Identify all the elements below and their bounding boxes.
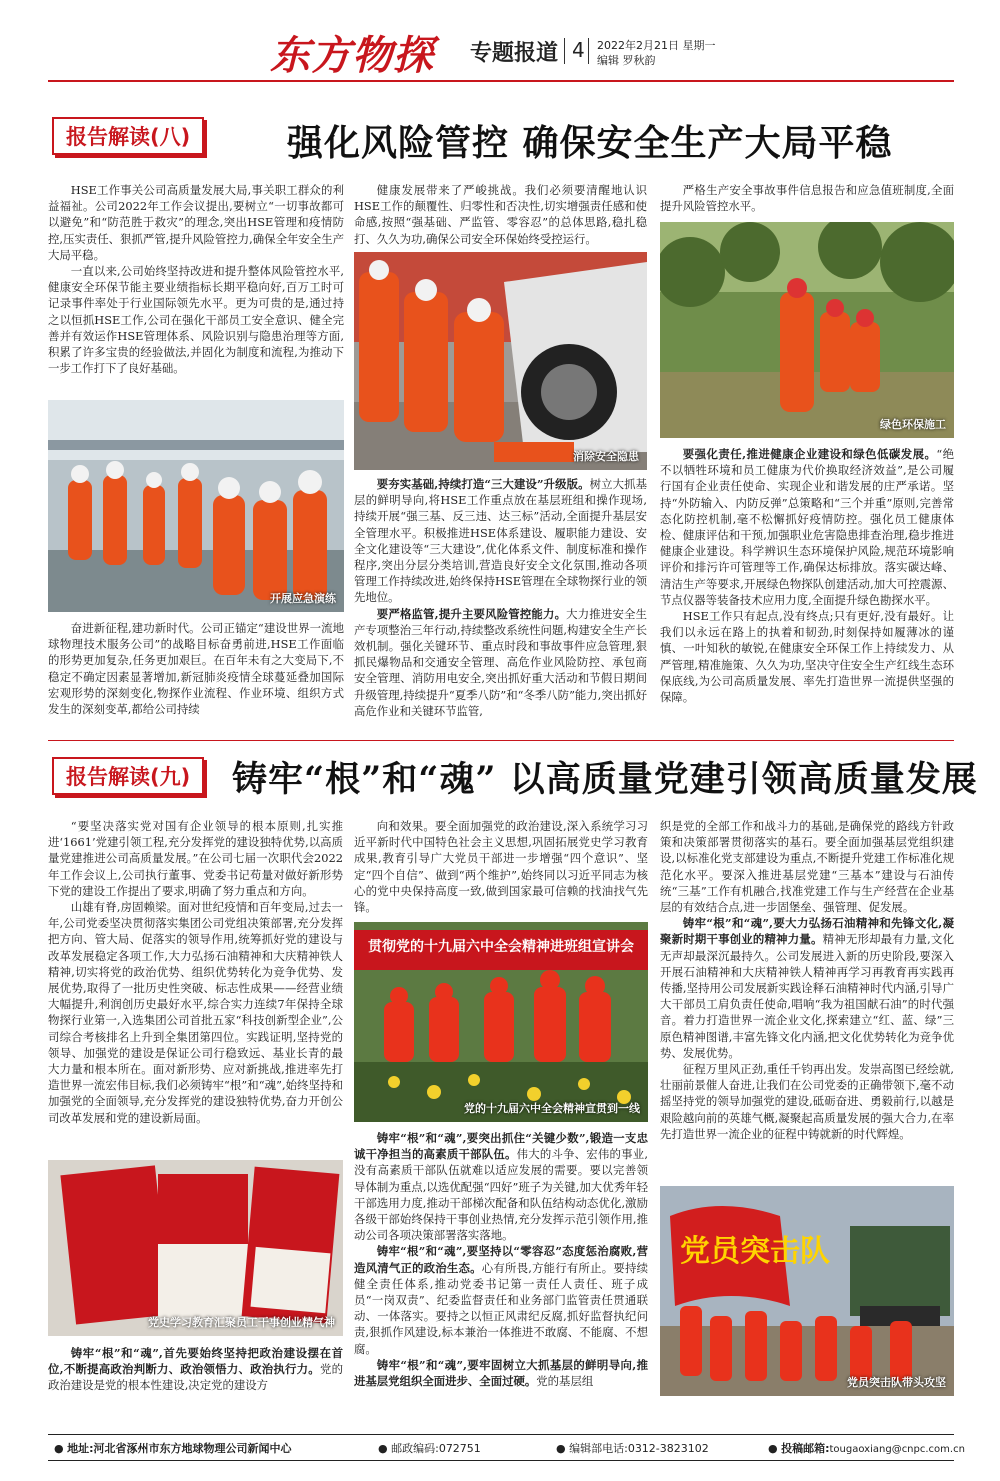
issue-info [597,38,716,68]
paragraph-text: HSE工作只有起点,没有终点;只有更好,没有最好。让我们以永远在路上的执着和韧劲,时刻保持如履薄冰的谨慎、一叶知秋的敏锐,在健康安全环保工作上持续发力、从严管理,精准施策、久久为功,坚决守住安全生产红线生态环保底线,为公司高质量发展、率先打造世界一流提供坚强的保障。 [660,609,954,705]
article2-col2-top [354,818,648,915]
footer-address: ● 地址:河北省涿州市东方地球物理公司新闻中心 [54,1442,292,1455]
paragraph [660,1061,954,1142]
page-number: 4 [572,38,585,62]
article2-col3 [660,818,954,1142]
photo-emergency-drill [48,400,344,612]
footer-rule [48,1434,954,1435]
paragraph-lead: 要严格监管,提升主要风险管控能力。 [376,606,567,621]
editor: 编辑 罗秋韵 [597,54,656,67]
footer-rule [48,1460,954,1461]
article1-col1-top [48,182,344,376]
photo-caption: 绿色环保施工 [880,418,946,431]
article2-col2-bottom [354,1130,648,1389]
paragraph [354,1243,648,1356]
paragraph-text: 树立大抓基层的鲜明导向,将HSE工作重点放在基层班组和操作现场,持续开展“强三基、反三违、达三标”活动,全面提升基层安全管理水平。积极推进HSE体系建设、履职能力建设、安全文化建设等“三大建设”,优化体系文件、制度标准和操作程序,突出分层分类培训,营造良好安全文化氛围,推动各项管理工作持续改进,始终保持HSE管理在全球物探行业的领先地位。 [354,477,647,605]
photo-propaganda-session [354,922,648,1122]
masthead-rule [48,80,954,82]
paragraph [354,476,647,606]
article1-col3-top [660,182,954,214]
photo-party-books [48,1160,343,1336]
section-title: 专题报道 [470,41,559,66]
paragraph [48,1345,343,1394]
article2-tag: 报告解读(九) [52,757,204,795]
paragraph [660,818,954,915]
footer-postcode: ● 邮政编码:072751 [378,1442,481,1455]
paragraph-lead: 铸牢“根”和“魂”,要突出抓住“关键少数”,锻造一支忠诚干净担当的高素质干部队伍。 [354,1131,648,1162]
section-divider [48,740,954,741]
paragraph-text: 织是党的全部工作和战斗力的基础,是确保党的路线方针政策和决策部署贯彻落实的基石。要全面加强基层党组织建设,以标准化党支部建设为重点,不断提升党建工作标准化规范化水平。要深入推进基层党建“三基本”建设与石油传统“三基”工作有机融合,找准党建工作与生产经营在企业基层的有效结合点,进一步固堡垒、强管理、促发展。 [660,819,954,915]
paragraph [660,608,954,705]
banner-text: 贯彻党的十九届六中全会精神进班组宣讲会 [368,939,634,955]
photo-caption: 开展应急演练 [270,592,336,605]
paragraph-text: 精神无形却最有力量,文化无声却最深沉最持久。公司发展进入新的历史阶段,要深入开展石油精神和大庆精神铁人精神再学习再教育再实践再传播,坚持用公司发展新实践诠释石油精神时代内涵,引导广大干部员工肩负责任使命,唱响“我为祖国献石油”的时代强音。着力打造世界一流企业文化,探索建立“红、蓝、绿”三原色精神图谱,丰富先锋文化内涵,把文化优势转化为竞争优势、发展优势。 [660,932,954,1060]
article1-col1-bottom [48,620,344,717]
paragraph: 山雄有脊,房固赖梁。面对世纪疫情和百年变局,过去一年,公司党委坚决贯彻落实集团公司党组决策部署,充分发挥把方向、管大局、促落实的领导作用,统筹抓好党的建设与改革发展稳定各项工作,大力弘扬石油精神和大庆精神铁人精神,切实将党的政治优势、组织优势转化为竞争优势、发展优势,取得了一批历史性突破、标志性成果——经营业绩大幅提升,利润创历史最好水平,综合实力连续7年保持全球物探行业第一,入选集团公司首批五家“科技创新型企业”,公司综合考核排名上升到全集团第四位。实践证明,坚持党的领导、加强党的建设是保证公司行稳致远、基业长青的最大力量和根本所在。面对新形势、应对新挑战,推进率先打造世界一流宏伟目标,我们必须铸牢“根”和“魂”,始终坚持和加强党的全面领导,充分发挥党的建设独特优势,奋力开创公司改革发展和党的建设新局面。 [48,900,343,1125]
paragraph-lead: 铸牢“根”和“魂”,要坚持以“零容忍”态度惩治腐败,营造风清气正的政治生态。 [354,1244,648,1275]
article1-col3-bottom [660,446,954,705]
paragraph: HSE工作事关公司高质量发展大局,事关职工群众的利益福祉。公司2022年工作会议提出,要树立“一切事故都可以避免”和“防范胜于救灾”的理念,突出HSE管理和疫情防控,压实责任、狠抓严管,提升风险管控力,确保全年安全生产大局平稳。 [48,183,344,262]
article2-headline: 铸牢“根”和“魂” 以高质量党建引领高质量发展 [232,759,978,800]
paragraph-text: “绝不以牺牲环境和员工健康为代价换取经济效益”,是公司履行国有企业责任使命、实现企业和谐发展的庄严承诺。坚持“外防输入、内防反弹”总策略和“三个并重”原则,完善常态化防控机制,毫不松懈抓好疫情防控。强化员工健康体检、健康评估和干预,加强职业危害隐患排查治理,稳步推进健康企业建设。科学辨识生态环境保护风险,规范环境影响评价和排污许可管理等工作,确保达标排放。落实碳达峰、清洁生产等要求,开展绿色物探队创建活动,加大可控震源、节点仪器等装备技术应用力度,全面提升绿色勘探水平。 [660,447,954,607]
divider [564,38,565,64]
photo-caption: 党员突击队带头攻坚 [847,1376,946,1389]
footer-phone-text: 编辑部电话:0312-3823102 [569,1442,709,1455]
footer-email: ● 投稿邮箱:tougaoxiang@cnpc.com.cn [768,1442,965,1455]
paragraph: 向和效果。要全面加强党的政治建设,深入系统学习习近平新时代中国特色社会主义思想,巩固拓展党史学习教育成果,教育引导广大党员干部进一步增强“四个意识”、坚定“四个自信”、做到“两个维护”,始终同以习近平同志为核心的党中央保持高度一致,做到国家最可信赖的找油找气先锋。 [354,819,648,915]
paragraph: “要坚决落实党对国有企业领导的根本原则,扎实推进‘1661’党建引领工程,充分发挥党的建设独特优势,以高质量党建推进公司高质量发展。”在公司七届一次职代会2022年工作会议上,公司执行董事、党委书记苟量对做好新形势下党的建设工作提出了要求,明确了努力重点和方向。 [48,819,343,898]
paragraph-text: 心有所畏,方能行有所止。要持续健全责任体系,推动党委书记第一责任人责任、班子成员“一岗双责”、纪委监督责任和业务部门监管责任贯通联动、一体落实。要持之以恒正风肃纪反腐,抓好监督执纪问责,狠抓作风建设,标本兼治一体推进不敢腐、不能腐、不想腐。 [354,1260,648,1356]
issue-date: 2022年2月21日 星期一 [597,39,716,52]
article1-headline: 强化风险管控 确保安全生产大局平稳 [287,122,893,164]
paragraph-text: 征程万里风正劲,重任千钧再出发。发崇高图已经绘就,壮丽前景催人奋进,让我们在公司党委的正确带领下,毫不动摇坚持党的领导加强党的建设,砥砺奋进、勇毅前行,以越是艰险越向前的英雄气概,凝聚起高质量发展的强大合力,在率先打造世界一流企业的征程中铸就新的时代辉煌。 [660,1062,954,1141]
paragraph: 一直以来,公司始终坚持改进和提升整体风险管控水平,健康安全环保节能主要业绩指标长期平稳向好,百万工时可记录事件率处于行业国际领先水平。更为可贵的是,通过持之以恒抓HSE工作,公司在强化干部员工安全意识、健全完善并有效运作HSE管理体系、风险识别与隐患治理等方面,积累了许多宝贵的经验做法,并固化为制度和流程,为推动下一步工作打下了良好基础。 [48,264,344,376]
paragraph [354,606,647,719]
paragraph-text: 党的基层组 [536,1374,594,1389]
photo-caption: 消除安全隐患 [573,450,639,463]
footer [48,1437,965,1459]
footer-address-text: 地址:河北省涿州市东方地球物理公司新闻中心 [67,1442,292,1455]
photo-caption: 党史学习教育汇聚员工干事创业精气神 [148,1316,335,1329]
paragraph-text: 党的政治建设是党的根本性建设,决定党的建设方 [48,1362,343,1393]
article2-col1-bottom [48,1345,343,1394]
paragraph-lead: 铸牢“根”和“魂”,要大力弘扬石油精神和先锋文化,凝聚新时期干事创业的精神力量。 [660,916,954,947]
footer-postcode-text: 邮政编码:072751 [391,1442,481,1455]
paragraph [660,915,954,1061]
paragraph-lead: 铸牢“根”和“魂”,要牢固树立大抓基层的鲜明导向,推进基层党组织全面进步、全面过硬。 [354,1357,648,1389]
paragraph-lead: 铸牢“根”和“魂”,首先要始终坚持把政治建设摆在首位,不断提高政治判断力、政治领悟力、政治执行力。 [48,1346,343,1377]
photo-caption: 党的十九届六中全会精神宣贯到一线 [464,1102,640,1115]
paragraph-text: 大力推进安全生产专项整治三年行动,持续整改系统性问题,构建安全生产长效机制。强化关键环节、重点时段和事故事件应急管理,狠抓民爆物品和交通安全管理、高危作业风险防控、承包商安全管理、消防用电安全,突出抓好重大活动和节假日期间升级管理,持续提升“夏季八防”和“冬季八防”能力,突出抓好高危作业和关键环节监管, [354,606,647,718]
paragraph: 奋进新征程,建功新时代。公司正锚定“建设世界一流地球物理技术服务公司”的战略目标奋勇前进,HSE工作面临的形势更加复杂,任务更加艰巨。在百年未有之大变局下,不稳定不确定因素显著增加,新冠肺炎疫情全球蔓延叠加国际宏观形势的深刻变化,物探作业流程、作业环境、组织方式发生的深刻变革,都给公司持续 [48,621,344,717]
paragraph-text: 伟大的斗争、宏伟的事业,没有高素质干部队伍就难以适应发展的需要。要以完善领导体制为重点,以选优配强“四好”班子为关键,加大优秀年轻干部选用力度,推动干部梯次配备和队伍结构动态优化,激励各级干部始终保持干事创业热情,充分发挥示范引领作用,推动公司各项决策部署落实落地。 [354,1147,648,1243]
masthead-logo: 东方物探 [270,32,434,79]
article1-tag: 报告解读(八) [52,117,204,155]
photo-tire-check [354,252,647,470]
article2-col1-top [48,818,343,1126]
flag-text: 党员突击队 [680,1234,830,1269]
paragraph [354,1130,648,1243]
article1-col2-top [354,182,647,247]
paragraph-lead: 要夯实基础,持续打造“三大建设”升级版。 [376,477,590,491]
paragraph: 严格生产安全事故事件信息报告和应急值班制度,全面提升风险管控水平。 [660,183,954,214]
photo-orchard-work [660,222,954,438]
article1-col2-bottom [354,476,647,719]
paragraph: 健康发展带来了严峻挑战。我们必须要清醒地认识HSE工作的颠覆性、归零性和否决性,切实增强责任感和使命感,按照“强基础、严监管、零容忍”的总体思路,稳扎稳打、久久为功,确保公司安全环保始终受控运行。 [354,183,647,246]
footer-phone: ● 编辑部电话:0312-3823102 [556,1442,709,1455]
divider [588,38,589,64]
paragraph [354,1357,648,1389]
footer-email-label: 投稿邮箱: [781,1442,830,1455]
paragraph [660,446,954,608]
footer-email-address[interactable]: tougaoxiang@cnpc.com.cn [829,1444,965,1455]
photo-commando-team [660,1186,954,1396]
paragraph-lead: 要强化责任,推进健康企业建设和绿色低碳发展。 [682,447,937,461]
